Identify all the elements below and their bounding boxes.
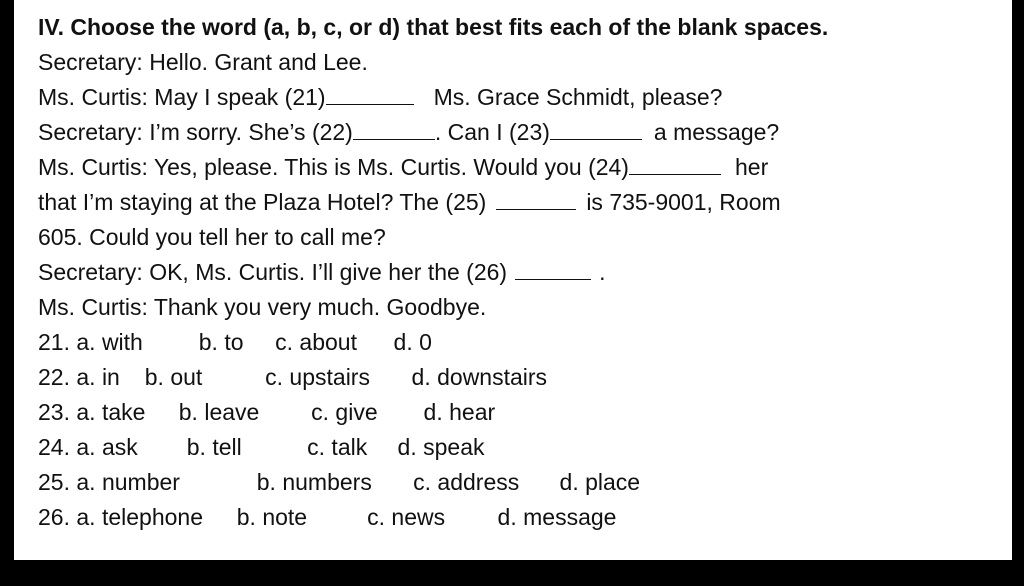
blank-26[interactable]: [515, 255, 591, 280]
question-24: [38, 430, 828, 465]
option-b[interactable]: b. tell: [186, 434, 242, 460]
option-a[interactable]: a. telephone: [76, 504, 203, 530]
blank-24[interactable]: [629, 150, 721, 175]
option-b[interactable]: b. out: [144, 364, 203, 390]
dialogue-text: Ms. Curtis: Thank you very much. Goodbye.: [38, 294, 487, 320]
dialogue-line-8: [38, 290, 828, 325]
option-b[interactable]: b. numbers: [256, 469, 372, 495]
option-c[interactable]: c. upstairs: [265, 364, 370, 390]
option-d[interactable]: d. hear: [423, 399, 496, 425]
question-number: 25.: [38, 469, 70, 495]
dialogue-line-7: [38, 255, 828, 290]
question-number: 23.: [38, 399, 70, 425]
option-d[interactable]: d. speak: [397, 434, 485, 460]
dialogue-text: her: [734, 154, 769, 180]
question-number: 26.: [38, 504, 70, 530]
dialogue-text: is 735-9001, Room: [586, 189, 781, 215]
question-22: [38, 360, 828, 395]
option-c[interactable]: c. news: [367, 504, 446, 530]
option-d[interactable]: d. message: [497, 504, 617, 530]
blank-21[interactable]: [326, 80, 414, 105]
option-b[interactable]: b. leave: [178, 399, 260, 425]
dialogue-text: Secretary: I’m sorry. She’s (22): [38, 119, 353, 145]
option-a[interactable]: a. number: [76, 469, 180, 495]
option-b[interactable]: b. to: [198, 329, 244, 355]
option-c[interactable]: c. address: [413, 469, 520, 495]
option-a[interactable]: a. ask: [76, 434, 138, 460]
dialogue-text: Secretary: Hello. Grant and Lee.: [38, 49, 368, 75]
option-d[interactable]: d. downstairs: [411, 364, 548, 390]
blank-23[interactable]: [550, 115, 642, 140]
dialogue-text: Ms. Curtis: Yes, please. This is Ms. Curtis. Would you (24): [38, 154, 629, 180]
dialogue-text: .: [599, 259, 606, 285]
option-d[interactable]: d. 0: [393, 329, 432, 355]
question-26: [38, 500, 828, 535]
dialogue-text: Ms. Curtis: May I speak (21): [38, 84, 326, 110]
dialogue-text: Ms. Grace Schmidt, please?: [433, 84, 723, 110]
question-23: [38, 395, 828, 430]
option-a[interactable]: a. in: [76, 364, 120, 390]
blank-25[interactable]: [496, 185, 576, 210]
option-a[interactable]: a. with: [76, 329, 143, 355]
exercise-title: IV. Choose the word (a, b, c, or d) that best fits each of the blank spaces.: [38, 14, 829, 40]
dialogue-text: a message?: [653, 119, 780, 145]
dialogue-text: . Can I (23): [434, 119, 550, 145]
dialogue-text: 605. Could you tell her to call me?: [38, 224, 386, 250]
question-number: 22.: [38, 364, 70, 390]
dialogue-line-4: [38, 150, 828, 185]
option-c[interactable]: c. about: [275, 329, 357, 355]
question-25: [38, 465, 828, 500]
worksheet-page: [14, 0, 1012, 560]
dialogue-line-2: [38, 80, 828, 115]
question-number: 21.: [38, 329, 70, 355]
option-d[interactable]: d. place: [559, 469, 641, 495]
blank-22[interactable]: [353, 115, 435, 140]
dialogue-line-5: [38, 185, 828, 220]
option-c[interactable]: c. give: [311, 399, 378, 425]
dialogue-line-1: [38, 45, 828, 80]
dialogue-line-3: [38, 115, 828, 150]
dialogue-text: that I’m staying at the Plaza Hotel? The (25): [38, 189, 487, 215]
dialogue-line-6: [38, 220, 828, 255]
exercise-body: [38, 10, 828, 535]
question-21: [38, 325, 828, 360]
option-c[interactable]: c. talk: [307, 434, 368, 460]
option-a[interactable]: a. take: [76, 399, 146, 425]
dialogue-text: Secretary: OK, Ms. Curtis. I’ll give her the (26): [38, 259, 508, 285]
question-number: 24.: [38, 434, 70, 460]
option-b[interactable]: b. note: [236, 504, 308, 530]
